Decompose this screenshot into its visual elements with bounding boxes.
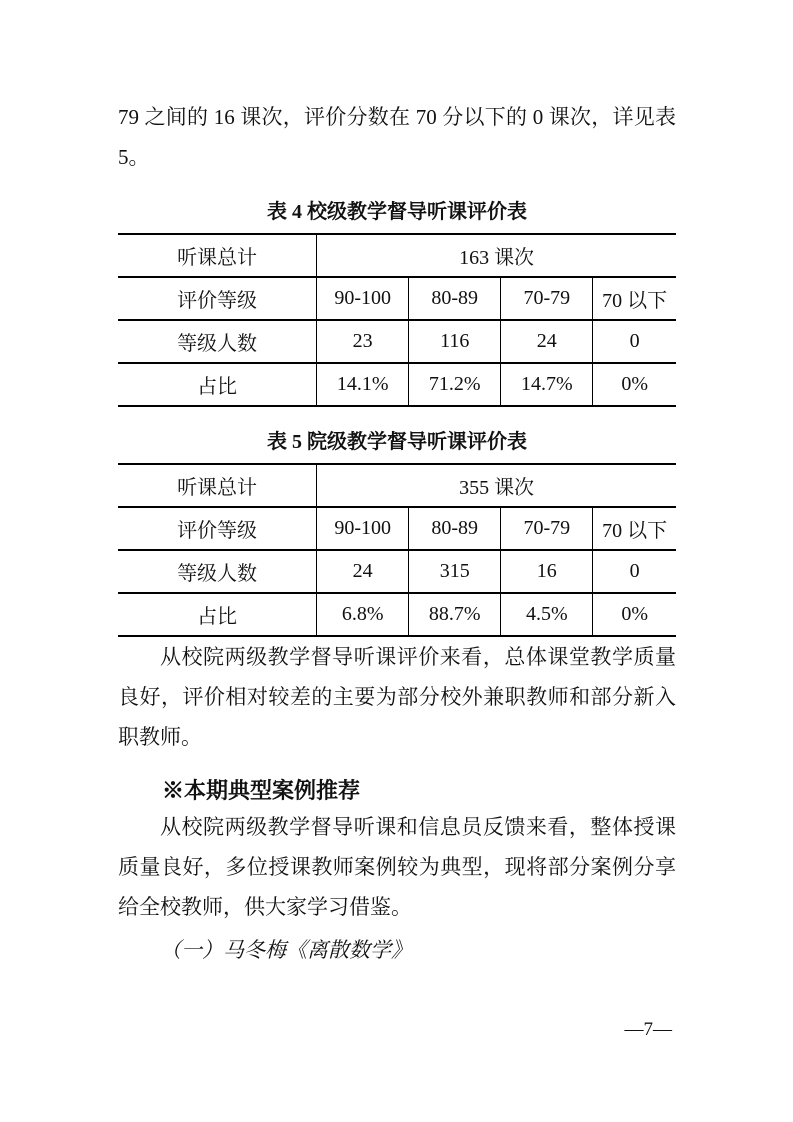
- table4-total-label: 听课总计: [118, 234, 317, 277]
- table-cell: 315: [409, 550, 501, 593]
- table-cell: 4.5%: [501, 593, 593, 636]
- table-cell: 70 以下: [593, 507, 676, 550]
- table5-title: 表 5 院级教学督导听课评价表: [267, 431, 527, 453]
- table5-total-label: 听课总计: [118, 464, 317, 507]
- table4-title: 表 4 校级教学督导听课评价表: [267, 201, 527, 223]
- table-cell: 90-100: [317, 507, 409, 550]
- table-cell: 80-89: [409, 277, 501, 320]
- table5-total-value: 355 课次: [317, 464, 676, 507]
- table-row: [118, 363, 676, 406]
- table-cell: 71.2%: [409, 363, 501, 406]
- table4-total-value: 163 课次: [317, 234, 676, 277]
- section-heading: ※本期典型案例推荐: [162, 778, 361, 803]
- table-row: [118, 593, 676, 636]
- page-number: —7—: [624, 1019, 672, 1040]
- table5-row-label: 占比: [118, 593, 317, 636]
- table-cell: 14.1%: [317, 363, 409, 406]
- table-cell: 70 以下: [593, 277, 676, 320]
- table-row: [118, 234, 676, 277]
- table-cell: 70-79: [501, 277, 593, 320]
- intro-paragraph: 79 之间的 16 课次，评价分数在 70 分以下的 0 课次，详见表 5。: [118, 105, 676, 169]
- summary-paragraph: 从校院两级教学督导听课评价来看，总体课堂教学质量良好，评价相对较差的主要为部分校外兼职教师和部分新入职教师。: [118, 645, 676, 749]
- section-paragraph: 从校院两级教学督导听课和信息员反馈来看，整体授课质量良好，多位授课教师案例较为典型，现将部分案例分享给全校教师，供大家学习借鉴。: [118, 815, 676, 919]
- table-cell: 70-79: [501, 507, 593, 550]
- table-cell: 0: [593, 320, 676, 363]
- table-row: [118, 277, 676, 320]
- table-cell: 24: [317, 550, 409, 593]
- table-row: [118, 550, 676, 593]
- table-cell: 116: [409, 320, 501, 363]
- table4: [118, 233, 676, 407]
- table-cell: 14.7%: [501, 363, 593, 406]
- table-cell: 88.7%: [409, 593, 501, 636]
- table4-row-label: 占比: [118, 363, 317, 406]
- table-cell: 6.8%: [317, 593, 409, 636]
- table-cell: 90-100: [317, 277, 409, 320]
- table4-row-label: 评价等级: [118, 277, 317, 320]
- table5: [118, 463, 676, 637]
- table-row: [118, 464, 676, 507]
- table-row: [118, 507, 676, 550]
- table4-row-label: 等级人数: [118, 320, 317, 363]
- table-cell: 80-89: [409, 507, 501, 550]
- case-item: （一）马冬梅《离散数学》: [160, 938, 412, 962]
- table5-row-label: 等级人数: [118, 550, 317, 593]
- table-cell: 0%: [593, 363, 676, 406]
- table-cell: 24: [501, 320, 593, 363]
- table-cell: 0%: [593, 593, 676, 636]
- table-row: [118, 320, 676, 363]
- table5-row-label: 评价等级: [118, 507, 317, 550]
- table-cell: 16: [501, 550, 593, 593]
- table-cell: 23: [317, 320, 409, 363]
- table-cell: 0: [593, 550, 676, 593]
